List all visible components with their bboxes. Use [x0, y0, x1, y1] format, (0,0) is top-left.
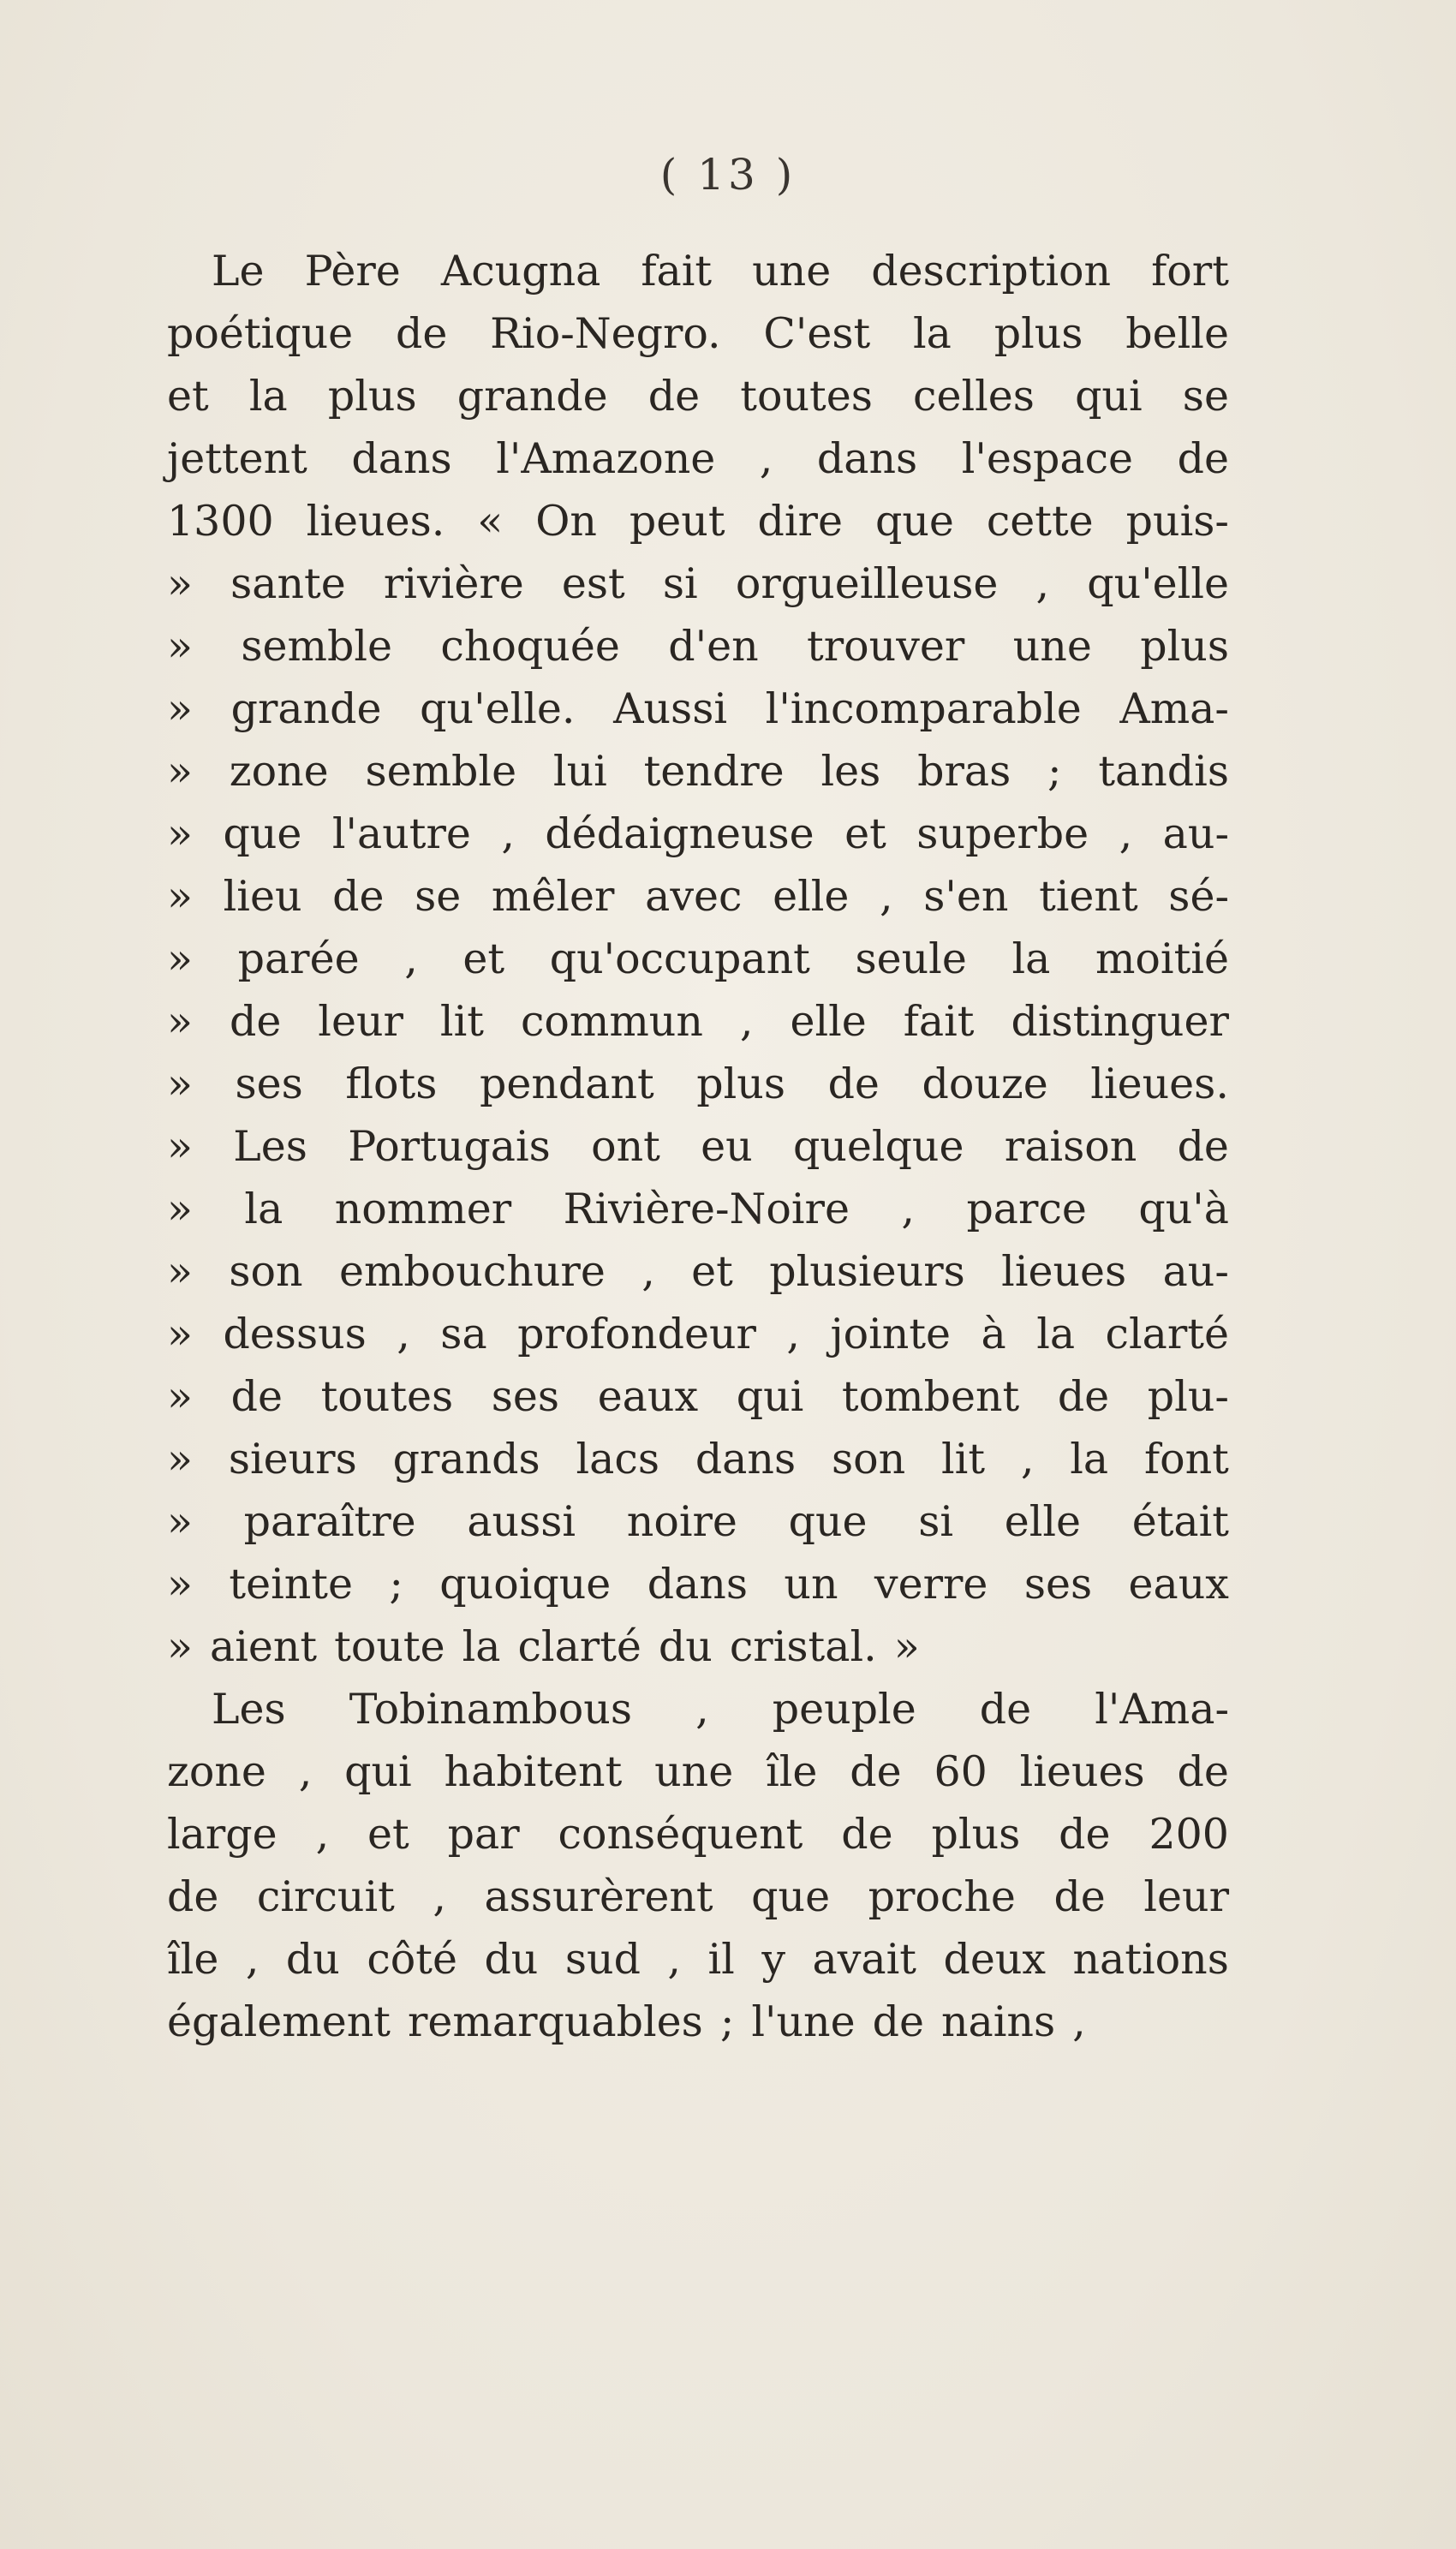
word: remarquables	[407, 1997, 703, 2046]
word: du	[285, 1935, 340, 1984]
word: orgueilleuse	[735, 559, 999, 608]
word: lieues.	[1090, 1060, 1229, 1108]
word: ,	[759, 434, 773, 483]
word: bras	[917, 747, 1011, 796]
word: fait	[641, 247, 713, 295]
word: de	[395, 309, 448, 358]
word: grands	[392, 1435, 540, 1483]
word: nommer	[334, 1185, 512, 1233]
word: avait	[812, 1935, 916, 1984]
text-line	[167, 678, 1229, 740]
word: ;	[1047, 747, 1062, 796]
text-line	[167, 928, 1229, 990]
word: lui	[552, 747, 607, 796]
word: »	[167, 997, 193, 1046]
word: plusieurs	[769, 1247, 965, 1296]
text-line	[167, 490, 1229, 552]
word: de	[1177, 1747, 1229, 1796]
word: ,	[739, 997, 754, 1046]
word: paraître	[243, 1497, 416, 1546]
word: belle	[1125, 309, 1229, 358]
word: Ama-	[1119, 684, 1229, 733]
word: toutes	[740, 372, 873, 421]
word: la	[913, 309, 952, 358]
word: douze	[922, 1060, 1048, 1108]
text-line	[167, 1240, 1229, 1303]
word: elle	[1004, 1497, 1082, 1546]
word: ,	[245, 1935, 260, 1984]
word: de	[827, 1060, 880, 1108]
word: zone	[167, 1747, 266, 1796]
word: parce	[966, 1185, 1087, 1233]
word: une	[1012, 622, 1092, 671]
word: au-	[1162, 1247, 1229, 1296]
word: noire	[626, 1497, 737, 1546]
word: parée	[237, 934, 360, 983]
word: »	[167, 684, 193, 733]
word: ses	[1023, 1560, 1093, 1609]
word: »	[167, 1497, 193, 1546]
word: toute	[334, 1622, 445, 1671]
word: la	[1070, 1435, 1109, 1483]
text-line	[167, 1303, 1229, 1365]
word: de	[230, 1372, 283, 1421]
word: plus	[696, 1060, 786, 1108]
text-line	[167, 1678, 1229, 1740]
word: »	[167, 1560, 193, 1609]
word: ,	[1035, 559, 1050, 608]
word: aient	[209, 1622, 318, 1671]
word: si	[918, 1497, 954, 1546]
word: habitent	[444, 1747, 623, 1796]
text-line	[167, 240, 1229, 302]
word: »	[167, 1310, 193, 1358]
text-line	[167, 1053, 1229, 1115]
word: plu-	[1147, 1372, 1229, 1421]
text-line	[167, 427, 1229, 490]
word: rivière	[383, 559, 524, 608]
word: et	[844, 809, 886, 858]
word: l'incomparable	[765, 684, 1082, 733]
text-line	[167, 990, 1229, 1053]
word: ,	[298, 1747, 313, 1796]
text-line	[167, 1115, 1229, 1178]
word: qui	[344, 1747, 412, 1796]
word: elle	[773, 872, 850, 921]
word: pendant	[479, 1060, 654, 1108]
word: lieues.	[306, 497, 445, 546]
word: lacs	[576, 1435, 659, 1483]
word: puis-	[1125, 497, 1229, 546]
word: ses	[491, 1372, 560, 1421]
word: qu'elle.	[420, 684, 576, 733]
word: zone	[229, 747, 329, 796]
word: que	[874, 497, 954, 546]
word: tendre	[643, 747, 785, 796]
word: »	[167, 747, 193, 796]
word: sieurs	[228, 1435, 357, 1483]
word: peuple	[772, 1685, 916, 1734]
word: semble	[241, 622, 393, 671]
word: l'Amazone	[496, 434, 716, 483]
word: dans	[351, 434, 452, 483]
word: s'en	[923, 872, 1009, 921]
word: large	[167, 1810, 277, 1859]
word: mêler	[491, 872, 615, 921]
word: se	[1182, 372, 1229, 421]
body-text	[167, 240, 1229, 2053]
word: proche	[868, 1872, 1016, 1921]
word: »	[167, 622, 193, 671]
word: ,	[641, 1247, 655, 1296]
word: «	[477, 497, 504, 546]
word: de	[850, 1747, 902, 1796]
word: deux	[943, 1935, 1047, 1984]
word: leur	[1143, 1872, 1229, 1921]
word: et	[462, 934, 505, 983]
word: île	[167, 1935, 219, 1984]
word: peut	[629, 497, 725, 546]
word: Tobinambous	[349, 1685, 632, 1734]
word: sa	[440, 1310, 487, 1358]
word: à	[981, 1310, 1006, 1358]
word: C'est	[763, 309, 871, 358]
word: côté	[367, 1935, 457, 1984]
word: profondeur	[517, 1310, 756, 1358]
word: »	[167, 809, 193, 858]
word: Rio-Negro.	[490, 309, 721, 358]
word: fait	[903, 997, 975, 1046]
word: tient	[1039, 872, 1138, 921]
word: ,	[1072, 1997, 1086, 2046]
word: qu'occupant	[549, 934, 810, 983]
word: ont	[591, 1122, 660, 1171]
word: ;	[389, 1560, 403, 1609]
word: également	[167, 1997, 391, 2046]
word: son	[229, 1247, 303, 1296]
word: plus	[1140, 622, 1229, 671]
word: ,	[667, 1935, 681, 1984]
word: son	[831, 1435, 906, 1483]
text-line	[167, 302, 1229, 365]
word: fort	[1151, 247, 1229, 295]
word: seule	[855, 934, 967, 983]
text-line	[167, 1865, 1229, 1928]
word: de	[1177, 434, 1229, 483]
word: plus	[994, 309, 1083, 358]
word: assurèrent	[484, 1872, 713, 1921]
word: superbe	[916, 809, 1089, 858]
text-line	[167, 865, 1229, 928]
word: par	[447, 1810, 520, 1859]
word: de	[1057, 1372, 1110, 1421]
word: Aussi	[613, 684, 728, 733]
word: ,	[695, 1685, 709, 1734]
word: de	[872, 1997, 924, 2046]
word: »	[167, 1372, 193, 1421]
word: île	[766, 1747, 818, 1796]
word: de	[1059, 1810, 1111, 1859]
word: ,	[1119, 809, 1133, 858]
word: quoique	[439, 1560, 612, 1609]
word: moitié	[1095, 934, 1229, 983]
word: sé-	[1168, 872, 1229, 921]
word: ,	[880, 872, 893, 921]
word: 60	[934, 1747, 988, 1796]
word: de	[1053, 1872, 1106, 1921]
word: font	[1143, 1435, 1229, 1483]
word: jointe	[830, 1310, 952, 1358]
text-line	[167, 1740, 1229, 1803]
word: Le	[212, 247, 265, 295]
word: Rivière-Noire	[563, 1185, 850, 1233]
word: la	[248, 372, 288, 421]
text-line	[167, 1178, 1229, 1240]
word: poétique	[167, 309, 354, 358]
word: de	[332, 872, 385, 921]
word: l'Ama-	[1095, 1685, 1229, 1734]
word: si	[662, 559, 698, 608]
word: leur	[318, 997, 403, 1046]
word: »	[893, 1622, 920, 1671]
word: un	[784, 1560, 838, 1609]
word: ,	[397, 1310, 410, 1358]
text-line	[167, 1615, 1229, 1678]
word: la	[462, 1622, 501, 1671]
text-line	[167, 615, 1229, 678]
word: il	[707, 1935, 735, 1984]
word: teinte	[229, 1560, 353, 1609]
word: de	[647, 372, 701, 421]
word: ;	[719, 1997, 735, 2046]
word: Acugna	[440, 247, 601, 295]
word: est	[561, 559, 625, 608]
word: clarté	[1105, 1310, 1229, 1358]
word: elle	[790, 997, 867, 1046]
word: quelque	[792, 1122, 964, 1171]
text-line	[167, 1991, 1229, 2053]
text-line	[167, 365, 1229, 427]
word: grande	[230, 684, 382, 733]
word: ,	[404, 934, 418, 983]
word: »	[167, 1247, 193, 1296]
word: 1300	[167, 497, 274, 546]
word: On	[535, 497, 597, 546]
word: plus	[931, 1810, 1021, 1859]
word: Portugais	[348, 1122, 551, 1171]
word: une	[752, 247, 832, 295]
word: 200	[1149, 1810, 1229, 1859]
word: de	[229, 997, 282, 1046]
word: qu'elle	[1087, 559, 1229, 608]
word: de	[1177, 1122, 1229, 1171]
word: ,	[433, 1872, 446, 1921]
text-line	[167, 1365, 1229, 1428]
word: au-	[1162, 809, 1229, 858]
word: Les	[233, 1122, 307, 1171]
word: eu	[701, 1122, 753, 1171]
text-line	[167, 1490, 1229, 1553]
word: dessus	[223, 1310, 367, 1358]
word: se	[415, 872, 462, 921]
word: sante	[230, 559, 346, 608]
word: grande	[456, 372, 608, 421]
word: les	[820, 747, 881, 796]
word: »	[167, 934, 193, 983]
word: distinguer	[1011, 997, 1229, 1046]
word: lieues	[1019, 1747, 1145, 1796]
word: conséquent	[558, 1810, 803, 1859]
word: cette	[986, 497, 1094, 546]
word: d'en	[668, 622, 759, 671]
word: était	[1131, 1497, 1229, 1546]
text-line	[167, 1553, 1229, 1615]
word: jettent	[167, 434, 307, 483]
word: et	[691, 1247, 733, 1296]
word: que	[751, 1872, 831, 1921]
page-number: ( 13 )	[659, 150, 797, 200]
word: que	[788, 1497, 868, 1546]
word: nains	[940, 1997, 1056, 2046]
word: tandis	[1098, 747, 1229, 796]
word: de	[841, 1810, 893, 1859]
word: »	[167, 1622, 193, 1671]
text-line	[167, 1428, 1229, 1490]
word: aussi	[467, 1497, 576, 1546]
word: circuit	[256, 1872, 395, 1921]
word: flots	[345, 1060, 438, 1108]
word: ,	[901, 1185, 915, 1233]
word: »	[167, 1060, 193, 1108]
word: du	[658, 1622, 713, 1671]
word: une	[654, 1747, 734, 1796]
word: y	[761, 1935, 785, 1984]
text-line	[167, 1803, 1229, 1865]
word: avec	[645, 872, 743, 921]
word: ,	[315, 1810, 330, 1859]
word: dédaigneuse	[545, 809, 815, 858]
word: commun	[520, 997, 703, 1046]
word: de	[979, 1685, 1032, 1734]
word: lit	[439, 997, 484, 1046]
word: ,	[1020, 1435, 1035, 1483]
word: »	[167, 1435, 193, 1483]
word: eaux	[597, 1372, 699, 1421]
word: ses	[235, 1060, 303, 1108]
word: »	[167, 1122, 193, 1171]
word: dans	[816, 434, 918, 483]
word: qu'à	[1138, 1185, 1229, 1233]
word: l'une	[751, 1997, 856, 2046]
word: raison	[1004, 1122, 1137, 1171]
text-line	[167, 803, 1229, 865]
word: que	[223, 809, 302, 858]
word: dans	[647, 1560, 748, 1609]
word: et	[167, 372, 209, 421]
word: eaux	[1128, 1560, 1229, 1609]
word: cristal.	[729, 1622, 877, 1671]
word: lieu	[223, 872, 302, 921]
text-line	[167, 1928, 1229, 1991]
word: embouchure	[338, 1247, 606, 1296]
word: »	[167, 1185, 193, 1233]
word: dans	[695, 1435, 797, 1483]
word: ,	[501, 809, 515, 858]
word: dire	[757, 497, 843, 546]
word: lit	[940, 1435, 986, 1483]
word: plus	[327, 372, 417, 421]
word: sud	[564, 1935, 641, 1984]
word: Les	[212, 1685, 286, 1734]
text-line	[167, 552, 1229, 615]
word: Père	[304, 247, 401, 295]
word: trouver	[807, 622, 965, 671]
word: tombent	[841, 1372, 1020, 1421]
word: description	[871, 247, 1112, 295]
word: qui	[1075, 372, 1143, 421]
word: l'espace	[961, 434, 1134, 483]
word: et	[367, 1810, 409, 1859]
word: l'autre	[331, 809, 471, 858]
word: nations	[1072, 1935, 1229, 1984]
word: lieues	[1001, 1247, 1127, 1296]
word: »	[167, 872, 193, 921]
word: choquée	[440, 622, 620, 671]
word: de	[167, 1872, 219, 1921]
word: toutes	[320, 1372, 454, 1421]
word: semble	[365, 747, 517, 796]
word: du	[484, 1935, 539, 1984]
word: la	[244, 1185, 283, 1233]
word: celles	[913, 372, 1035, 421]
word: clarté	[517, 1622, 641, 1671]
word: la	[1036, 1310, 1076, 1358]
word: »	[167, 559, 193, 608]
word: la	[1011, 934, 1051, 983]
word: verre	[874, 1560, 988, 1609]
text-line	[167, 740, 1229, 803]
word: ,	[786, 1310, 800, 1358]
word: qui	[736, 1372, 804, 1421]
